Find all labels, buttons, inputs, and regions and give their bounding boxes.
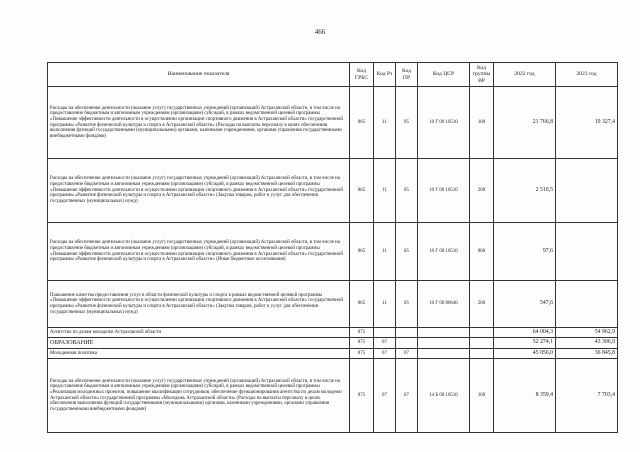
- row-vr: [470, 349, 494, 359]
- row-name: Расходы на обеспечение деятельности (оказание услуг) государственных учреждений (организаций) Астраханской области, в том числе на предоставление бюджетным и автономным учреждениям (организациям) субсидий, в рамках ведомственной целевой программы «Повышение эффективности деятельности в осуществлении организации спортивного движения в Астраханской области» государственной программы «Развитие физической культуры и спорта в Астраханской области» (Иные бюджетные ассигнования): [48, 223, 350, 281]
- row-vr: 100: [470, 359, 494, 433]
- row-pr: [396, 328, 418, 338]
- row-vr: 800: [470, 223, 494, 281]
- row-name: Агентство по делам молодежи Астраханской области: [48, 328, 350, 338]
- table-row: [48, 349, 618, 359]
- row-2023: [556, 223, 618, 281]
- row-grbs: 865: [350, 87, 374, 159]
- row-vr: [470, 328, 494, 338]
- row-2023: [556, 281, 618, 328]
- row-grbs: 875: [350, 359, 374, 433]
- row-pr: 05: [396, 87, 418, 159]
- row-grbs: 865: [350, 281, 374, 328]
- row-grbs: 875: [350, 338, 374, 349]
- row-rz: 07: [374, 359, 396, 433]
- row-vr: 200: [470, 159, 494, 223]
- row-rz: 11: [374, 223, 396, 281]
- row-grbs: 865: [350, 159, 374, 223]
- table-row: [48, 159, 618, 223]
- row-csr: 10 Г 00 10510: [418, 87, 470, 159]
- row-name: ОБРАЗОВАНИЕ: [48, 338, 350, 349]
- row-rz: 11: [374, 87, 396, 159]
- row-csr: 10 Г 00 10510: [418, 223, 470, 281]
- row-rz: [374, 328, 396, 338]
- row-vr: 100: [470, 87, 494, 159]
- row-grbs: 875: [350, 349, 374, 359]
- row-2022: 547,6: [494, 281, 556, 328]
- row-csr: [418, 338, 470, 349]
- table-row: [48, 223, 618, 281]
- row-vr: [470, 338, 494, 349]
- header-vr: Код группы ВР: [470, 63, 494, 87]
- row-pr: 07: [396, 359, 418, 433]
- row-2022: 45 056,0: [494, 349, 556, 359]
- row-2023: 7 703,4: [556, 359, 618, 433]
- row-name: Расходы на обеспечение деятельности (оказание услуг) государственных учреждений (организаций) Астраханской области, в том числе на предоставление бюджетным и автономным учреждениям (организациям) субсидий, в рамках ведомственной целевой программы «Повышение эффективности деятельности в осуществлении организации спортивного движения в Астраханской области» государственной программы «Развитие физической культуры и спорта в Астраханской области» (Расходы на выплаты персоналу в целях обеспечения выполнения функций государственными (муниципальными) органами, казенными учреждениями, органами управления государственными внебюджетными фондами): [48, 87, 350, 159]
- row-pr: [396, 338, 418, 349]
- row-csr: [418, 349, 470, 359]
- header-2022: 2022 год: [494, 63, 556, 87]
- row-name: Расходы на обеспечение деятельности (оказание услуг) государственных учреждений (организаций) Астраханской области, в том числе на предоставление бюджетным и автономным учреждениям (организациям) субсидий, в рамках ведомственной целевой программы «Реализация молодежных проектов, повышение квалификации сотрудников, обеспечение функционирования агентства по делам молодежи Астраханской области» государственной программы «Молодежь Астраханской области» (Расходы на выплаты персоналу в целях обеспечения выполнения функций государственными (муниципальными) органами, казенными учреждениями, органами управления государственными внебюджетными фондами): [48, 359, 350, 433]
- row-2022: 97,6: [494, 223, 556, 281]
- row-2022: 21 766,8: [494, 87, 556, 159]
- table-row: [48, 328, 618, 338]
- table-row: [48, 359, 618, 433]
- header-rz: Код Рз: [374, 63, 396, 87]
- row-csr: 14 Б 00 10510: [418, 359, 470, 433]
- row-2022: 2 510,5: [494, 159, 556, 223]
- row-2022: 8 359,4: [494, 359, 556, 433]
- row-grbs: 865: [350, 223, 374, 281]
- header-pr: Код ПР: [396, 63, 418, 87]
- row-pr: 05: [396, 159, 418, 223]
- row-rz: 07: [374, 338, 396, 349]
- page-number: 466: [314, 28, 326, 36]
- table-header-row: [48, 63, 618, 87]
- row-pr: 05: [396, 281, 418, 328]
- row-2022: 52 274,1: [494, 338, 556, 349]
- row-2023: 54 962,9: [556, 328, 618, 338]
- row-pr: 05: [396, 223, 418, 281]
- header-csr: Код ЦСР: [418, 63, 470, 87]
- row-pr: 07: [396, 349, 418, 359]
- row-csr: [418, 328, 470, 338]
- table-row: [48, 338, 618, 349]
- row-2023: 43 306,9: [556, 338, 618, 349]
- header-name: Наименование показателя: [48, 63, 350, 87]
- row-rz: 11: [374, 159, 396, 223]
- table-row: [48, 87, 618, 159]
- row-name: Повышение качества предоставления услуг в области физической культуры и спорта в рамках ведомственной целевой программы «Повышение эффективности деятельности в осуществлении организации спортивного движения в Астраханской области» государственной программы «Развитие физической культуры и спорта в Астраханской области» (Закупка товаров, работ и услуг для обеспечения государственных (муниципальных) нужд): [48, 281, 350, 328]
- row-csr: 10 Г 00 80640: [418, 281, 470, 328]
- row-grbs: 875: [350, 328, 374, 338]
- row-vr: 200: [470, 281, 494, 328]
- row-2023: 19 327,4: [556, 87, 618, 159]
- row-2023: [556, 159, 618, 223]
- row-name: Расходы на обеспечение деятельности (оказание услуг) государственных учреждений (организаций) Астраханской области, в том числе на предоставление бюджетным и автономным учреждениям (организациям) субсидий, в рамках ведомственной целевой программы «Повышение эффективности деятельности в осуществлении организации спортивного движения в Астраханской области» государственной программы «Развитие физической культуры и спорта в Астраханской области» (Закупка товаров, работ и услуг для обеспечения государственных (муниципальных) нужд): [48, 159, 350, 223]
- header-2023: 2023 год: [556, 63, 618, 87]
- table-row: [48, 281, 618, 328]
- row-rz: 11: [374, 281, 396, 328]
- header-grbs: Код ГРБС: [350, 63, 374, 87]
- row-rz: 07: [374, 349, 396, 359]
- row-2023: 36 845,8: [556, 349, 618, 359]
- row-csr: 10 Г 00 10510: [418, 159, 470, 223]
- budget-table: [47, 62, 618, 433]
- row-name: Молодежная политика: [48, 349, 350, 359]
- row-2022: 64 004,3: [494, 328, 556, 338]
